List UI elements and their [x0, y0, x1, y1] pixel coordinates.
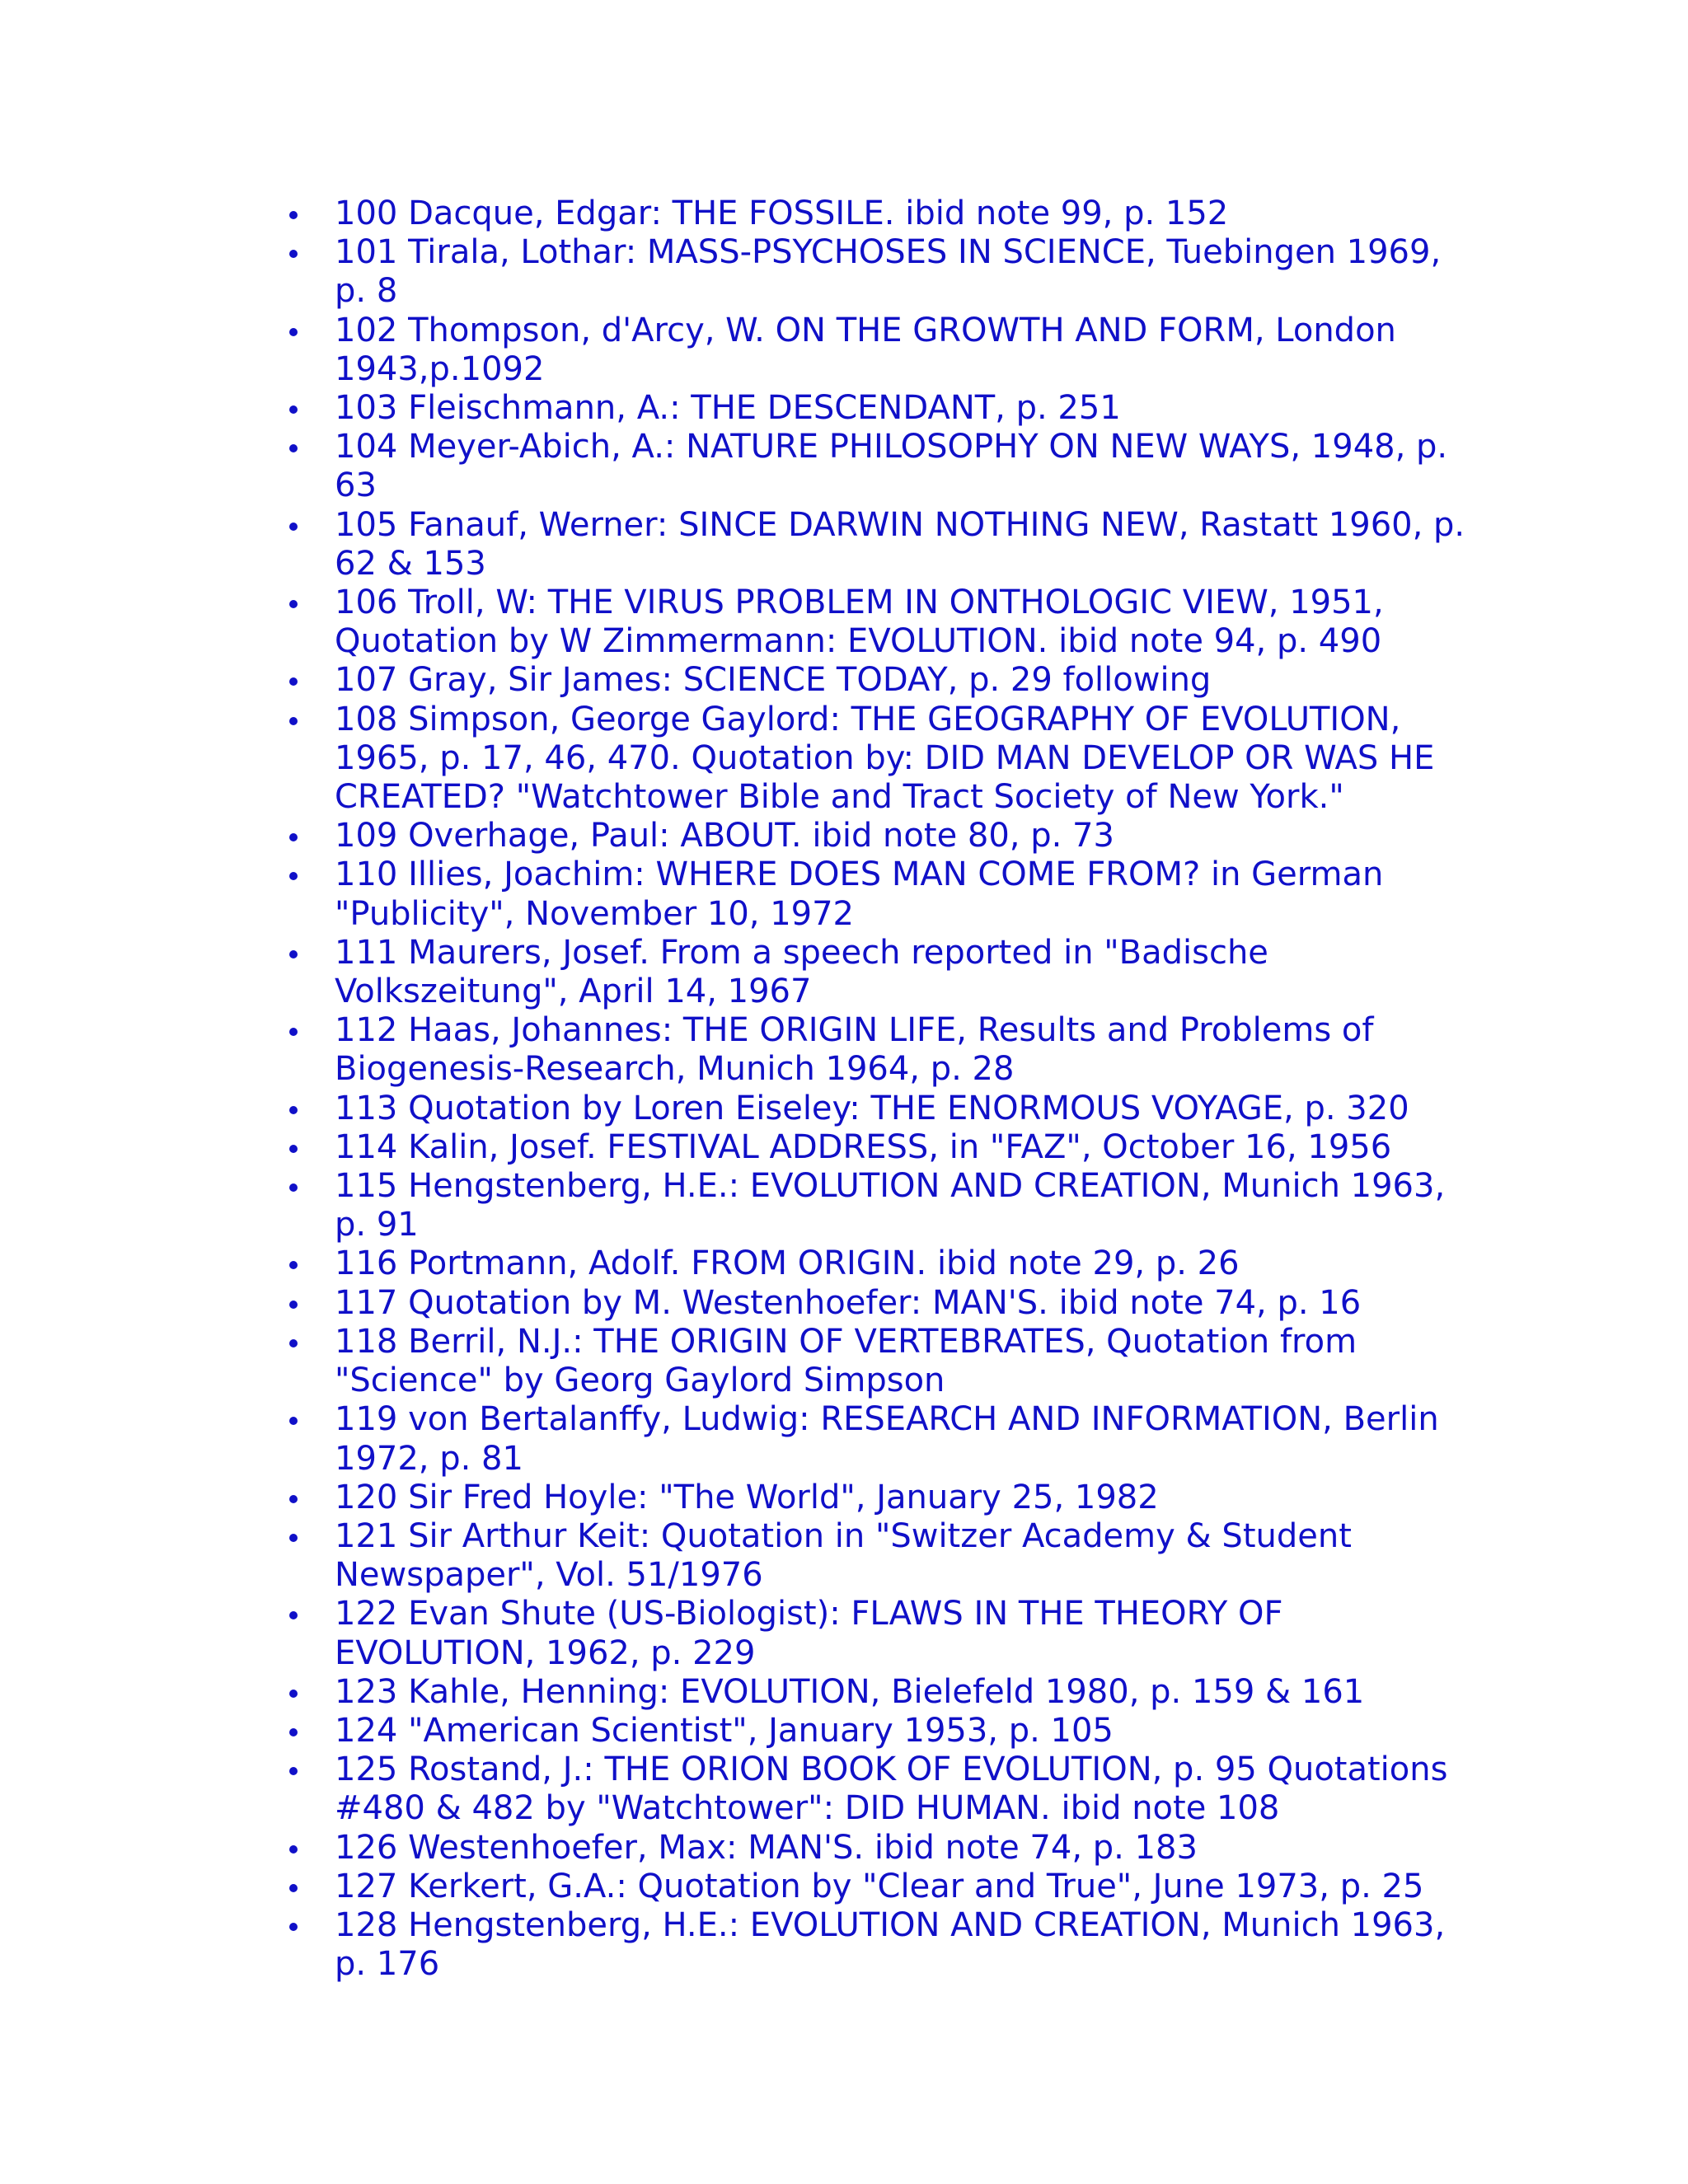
footnote-text: 107 Gray, Sir James: SCIENCE TODAY, p. 29 following	[335, 661, 1212, 700]
footnote-item	[335, 194, 1472, 233]
footnote-text: 102 Thompson, d'Arcy, W. ON THE GROWTH AND FORM, London 1943,p.1092	[335, 311, 1396, 388]
footnote-text: 101 Tirala, Lothar: MASS-PSYCHOSES IN SCIENCE, Tuebingen 1969, p. 8	[335, 233, 1442, 311]
footnote-item	[335, 1906, 1472, 1984]
footnote-item	[335, 1479, 1472, 1517]
footnote-text: 104 Meyer-Abich, A.: NATURE PHILOSOPHY ON NEW WAYS, 1948, p. 63	[335, 428, 1448, 505]
footnote-item	[335, 1517, 1472, 1595]
footnote-item	[335, 1011, 1472, 1089]
footnote-item	[335, 1712, 1472, 1750]
footnote-item	[335, 1284, 1472, 1323]
footnote-text: 100 Dacque, Edgar: THE FOSSILE. ibid note 99, p. 152	[335, 194, 1229, 232]
footnote-item	[335, 583, 1472, 661]
footnote-item	[335, 506, 1472, 583]
footnote-item	[335, 1868, 1472, 1906]
footnote-text: 121 Sir Arthur Keit: Quotation in "Switzer Academy & Student Newspaper", Vol. 51/1976	[335, 1516, 1352, 1595]
footnote-item	[335, 1595, 1472, 1672]
footnote-list	[335, 194, 1472, 1984]
footnote-item	[335, 1829, 1472, 1868]
footnote-item	[335, 1128, 1472, 1167]
footnote-text: 106 Troll, W: THE VIRUS PROBLEM IN ONTHOLOGIC VIEW, 1951, Quotation by W Zimmermann: EVOLUTION. ibid note 94, p. 490	[335, 583, 1384, 661]
footnote-item	[335, 1167, 1472, 1244]
footnote-text: 120 Sir Fred Hoyle: "The World", January 25, 1982	[335, 1478, 1159, 1516]
footnote-text: 117 Quotation by M. Westenhoefer: MAN'S. ibid note 74, p. 16	[335, 1283, 1362, 1322]
footnote-text: 108 Simpson, George Gaylord: THE GEOGRAPHY OF EVOLUTION, 1965, p. 17, 46, 470. Quotation by: DID MAN DEVELOP OR WAS HE CREATED? "Watchtower Bible and Tract Society of New York."	[335, 700, 1435, 817]
footnote-item	[335, 1244, 1472, 1283]
footnote-text: 125 Rostand, J.: THE ORION BOOK OF EVOLUTION, p. 95 Quotations #480 & 482 by "Watchtower": DID HUMAN. ibid note 108	[335, 1750, 1448, 1828]
footnote-item	[335, 661, 1472, 700]
footnote-item	[335, 1400, 1472, 1478]
footnote-item	[335, 389, 1472, 428]
footnote-text: 103 Fleischmann, A.: THE DESCENDANT, p. 251	[335, 389, 1121, 428]
footnote-text: 115 Hengstenberg, H.E.: EVOLUTION AND CREATION, Munich 1963, p. 91	[335, 1167, 1446, 1244]
footnote-text: 119 von Bertalanffy, Ludwig: RESEARCH AND INFORMATION, Berlin 1972, p. 81	[335, 1400, 1439, 1478]
footnote-item	[335, 817, 1472, 855]
footnote-text: 110 Illies, Joachim: WHERE DOES MAN COME FROM? in German "Publicity", November 10, 1972	[335, 855, 1384, 933]
footnote-item	[335, 233, 1472, 311]
footnote-item	[335, 1750, 1472, 1828]
footnote-item	[335, 934, 1472, 1011]
footnote-text: 116 Portmann, Adolf. FROM ORIGIN. ibid note 29, p. 26	[335, 1244, 1240, 1283]
footnote-item	[335, 428, 1472, 505]
footnote-item	[335, 312, 1472, 389]
footnote-item	[335, 855, 1472, 933]
footnote-text: 124 "American Scientist", January 1953, p. 105	[335, 1711, 1114, 1750]
footnote-text: 123 Kahle, Henning: EVOLUTION, Bielefeld 1980, p. 159 & 161	[335, 1672, 1365, 1711]
footnote-text: 113 Quotation by Loren Eiseley: THE ENORMOUS VOYAGE, p. 320	[335, 1089, 1409, 1127]
footnote-text: 126 Westenhoefer, Max: MAN'S. ibid note 74, p. 183	[335, 1828, 1198, 1867]
footnote-text: 127 Kerkert, G.A.: Quotation by "Clear and True", June 1973, p. 25	[335, 1867, 1424, 1905]
footnote-text: 114 Kalin, Josef. FESTIVAL ADDRESS, in "FAZ", October 16, 1956	[335, 1127, 1392, 1166]
footnote-text: 118 Berril, N.J.: THE ORIGIN OF VERTEBRATES, Quotation from "Science" by Georg Gaylord Simpson	[335, 1322, 1357, 1400]
footnote-text: 112 Haas, Johannes: THE ORIGIN LIFE, Results and Problems of Biogenesis-Research, Munich 1964, p. 28	[335, 1011, 1374, 1089]
footnote-item	[335, 701, 1472, 818]
footnote-text: 111 Maurers, Josef. From a speech reported in "Badische Volkszeitung", April 14, 1967	[335, 933, 1268, 1011]
footnote-text: 109 Overhage, Paul: ABOUT. ibid note 80, p. 73	[335, 817, 1114, 855]
footnote-text: 122 Evan Shute (US-Biologist): FLAWS IN THE THEORY OF EVOLUTION, 1962, p. 229	[335, 1595, 1283, 1672]
footnote-item	[335, 1323, 1472, 1400]
footnote-text: 128 Hengstenberg, H.E.: EVOLUTION AND CREATION, Munich 1963, p. 176	[335, 1905, 1446, 1984]
footnote-item	[335, 1673, 1472, 1712]
footnote-text: 105 Fanauf, Werner: SINCE DARWIN NOTHING NEW, Rastatt 1960, p. 62 & 153	[335, 505, 1465, 583]
footnote-item	[335, 1090, 1472, 1128]
